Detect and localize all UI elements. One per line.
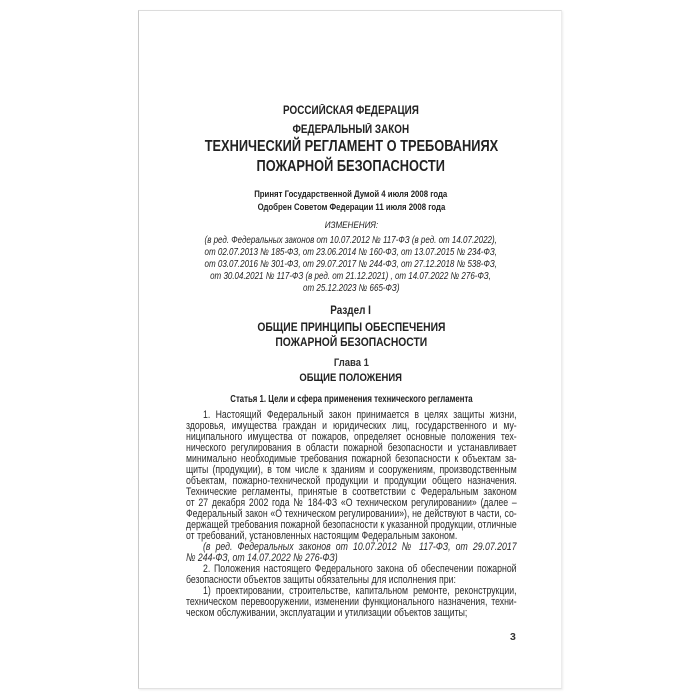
amendments-line: от 03.07.2016 № 301-ФЗ, от 29.07.2017 № 244-ФЗ, от 27.12.2018 № 538-ФЗ, — [204, 259, 498, 270]
body-line: безопасности объектов защиты обязательны для исполнения при: — [186, 574, 456, 586]
body-line: от требований, установленных настоящим Федеральным законом. — [186, 530, 458, 542]
amendments-heading: ИЗМЕНЕНИЯ: — [324, 220, 378, 231]
country-heading: РОССИЙСКАЯ ФЕДЕРАЦИЯ — [283, 105, 419, 117]
chapter-title: ОБЩИЕ ПОЛОЖЕНИЯ — [299, 372, 403, 384]
body-line: 1. Настоящий Федеральный закон принимается в целях защиты жизни, — [203, 409, 517, 421]
body-line: объектам, пожарно-технической продукции и продукции общего назначения. — [186, 475, 517, 487]
section-title-line-2: ПОЖАРНОЙ БЕЗОПАСНОСТИ — [275, 335, 427, 349]
body-line: ческом обслуживании, эксплуатации и утилизации объектов защиты; — [186, 607, 468, 619]
page-number: 3 — [510, 631, 516, 643]
body-line: щиты (продукции), в том числе к зданиям и сооружениям, производственным — [186, 464, 517, 476]
article-heading: Статья 1. Цели и сфера применения технического регламента — [229, 394, 473, 405]
body-amendment-line: № 244-ФЗ, от 14.07.2022 № 276-ФЗ) — [186, 552, 338, 564]
body-line: минимально необходимые требования пожарной безопасности к объектам за- — [186, 453, 517, 465]
body-line: ниципального имущества от пожаров, определяет основные положения тех- — [186, 431, 517, 443]
body-line: 1) проектировании, строительстве, капитальном ремонте, реконструкции, — [203, 585, 517, 597]
body-line: Федеральный закон «О техническом регулировании»), не действуют в части, со- — [186, 508, 517, 520]
law-title-line-1: ТЕХНИЧЕСКИЙ РЕГЛАМЕНТ О ТРЕБОВАНИЯХ — [204, 138, 498, 155]
body-line: техническом перевооружении, изменении функционального назначения, техни- — [186, 596, 517, 608]
body-line: Технические регламенты, принятые в соответствии с Федеральным законом — [186, 486, 517, 498]
amendments-line: от 02.07.2013 № 185-ФЗ, от 23.06.2014 № 160-ФЗ, от 13.07.2015 № 234-ФЗ, — [204, 247, 498, 258]
amendments-line: от 25.12.2023 № 665-ФЗ) — [302, 283, 400, 294]
chapter-label: Глава 1 — [333, 357, 369, 369]
body-line: здоровья, имущества граждан и юридических лиц, государственного и му- — [186, 420, 517, 432]
body-line: от 27 декабря 2002 года № 184-ФЗ «О техническом регулировании» (далее – — [186, 497, 517, 509]
adopted-note: Принят Государственной Думой 4 июля 2008 года — [254, 189, 448, 200]
section-title-line-1: ОБЩИЕ ПРИНЦИПЫ ОБЕСПЕЧЕНИЯ — [256, 320, 446, 334]
law-type-heading: ФЕДЕРАЛЬНЫЙ ЗАКОН — [292, 124, 410, 136]
amendments-line: (в ред. Федеральных законов от 10.07.2012 № 117-ФЗ (в ред. от 14.07.2022), — [204, 235, 498, 246]
amendments-line: от 30.04.2021 № 117-ФЗ (в ред. от 21.12.2021) , от 14.07.2022 № 276-ФЗ, — [210, 271, 492, 282]
body-line: нического регулирования в области пожарной безопасности и устанавливает — [186, 442, 517, 454]
document-page — [138, 10, 562, 689]
body-line: 2. Положения настоящего Федерального закона об обеспечении пожарной — [203, 563, 517, 575]
body-line: держащей требования пожарной безопасности к указанной продукции, отличные — [186, 519, 517, 531]
body-amendment-line: (в ред. Федеральных законов от 10.07.2012 № 117-ФЗ, от 29.07.2017 — [203, 541, 517, 553]
law-title-line-2: ПОЖАРНОЙ БЕЗОПАСНОСТИ — [256, 158, 446, 175]
approved-note: Одобрен Советом Федерации 11 июля 2008 года — [257, 202, 445, 213]
section-label: Раздел I — [330, 305, 372, 317]
